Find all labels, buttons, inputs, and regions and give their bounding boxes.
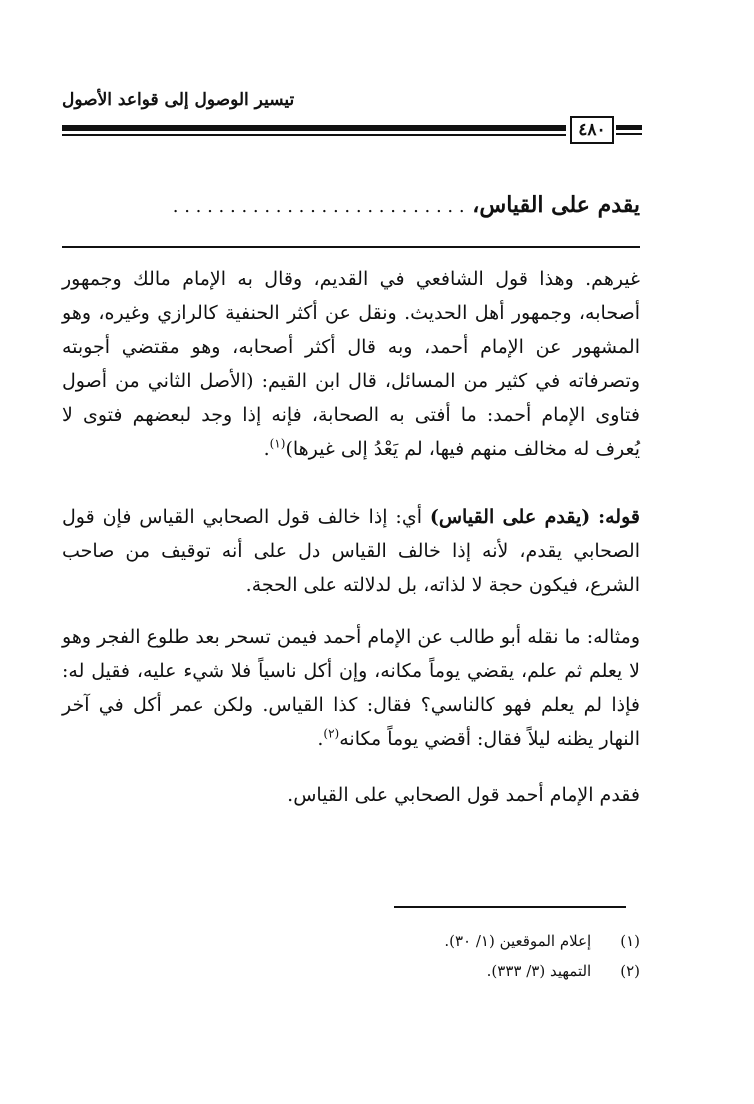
running-title: تيسير الوصول إلى قواعد الأصول <box>62 90 295 110</box>
matn-dots: . . . . . . . . . . . . . . . . . . . . . . . . . . <box>172 196 465 217</box>
paragraph-4 <box>62 778 666 812</box>
paragraph-1-end: . <box>263 438 270 460</box>
footnote-1 <box>62 926 640 956</box>
matn-rule <box>62 246 640 248</box>
matn-heading <box>62 192 640 218</box>
footnote-ref-2: (٢) <box>323 726 340 741</box>
footnote-1-number: (١) <box>620 932 640 950</box>
header-dash-thin <box>616 133 642 135</box>
header-rule <box>62 125 566 131</box>
paragraph-1-text: غيرهم. وهذا قول الشافعي في القديم، وقال به الإمام مالك وجمهور أصحابه، وجمهور أهل الحديث. ونقل عن أكثر الحنفية كالرازي وغيره، وهو المشهور عن الإمام أحمد، وبه قال أكثر أصحابه، وهو مقتضي أجوبته وتصرفاته في كثير من المسائل، قال ابن القيم: (الأصل الثاني من أصول فتاوى الإمام أحمد: ما أفتى به الصحابة، فإنه إذا وجد لبعضهم فتوى لا يُعرف له مخالف منهم فيها، لم يَعْدُ إلى غيرها) <box>62 268 641 460</box>
paragraph-2-text: أي: إذا خالف قول الصحابي القياس فإن قول الصحابي يقدم، لأنه إذا خالف القياس دل على أنه توقيف من صاحب الشرع، فيكون حجة لا لذاته، بل لدلالته على الحجة. <box>62 506 640 596</box>
paragraph-3-text: ومثاله: ما نقله أبو طالب عن الإمام أحمد فيمن تسحر بعد طلوع الفجر وهو لا يعلم ثم علم، يقضي يوماً مكانه، وإن أكل ناسياً فلا شيء عليه، فقيل له: فإذا لم يعلم فهو كالناسي؟ فقال: كذا القياس. ولكن عمر أكل في آخر النهار يظنه ليلاً فقال: أقضي يوماً مكانه <box>62 626 640 750</box>
footnote-1-text: إعلام الموقعين (١/ ٣٠). <box>444 932 592 950</box>
footnote-2-text: التمهيد (٣/ ٣٣٣). <box>486 962 592 980</box>
footnotes <box>62 926 640 986</box>
paragraph-4-text: فقدم الإمام أحمد قول الصحابي على القياس. <box>287 784 640 806</box>
paragraph-3 <box>62 620 666 756</box>
paragraph-2-quote: (يقدم على القياس) <box>429 506 591 528</box>
paragraph-2 <box>62 500 666 602</box>
matn-text: يقدم على القياس، <box>472 192 640 218</box>
paragraph-3-end: . <box>317 728 324 750</box>
footnote-2 <box>62 956 640 986</box>
header-dash <box>616 125 642 130</box>
paragraph-1 <box>62 262 640 466</box>
paragraph-2-lead: قوله: <box>598 506 640 528</box>
footnote-ref-1: (١) <box>269 436 286 451</box>
header-rule-thin <box>62 134 566 136</box>
footnote-2-number: (٢) <box>620 962 640 980</box>
footnote-rule <box>394 906 626 908</box>
page-number: ٤٨٠ <box>570 116 614 144</box>
